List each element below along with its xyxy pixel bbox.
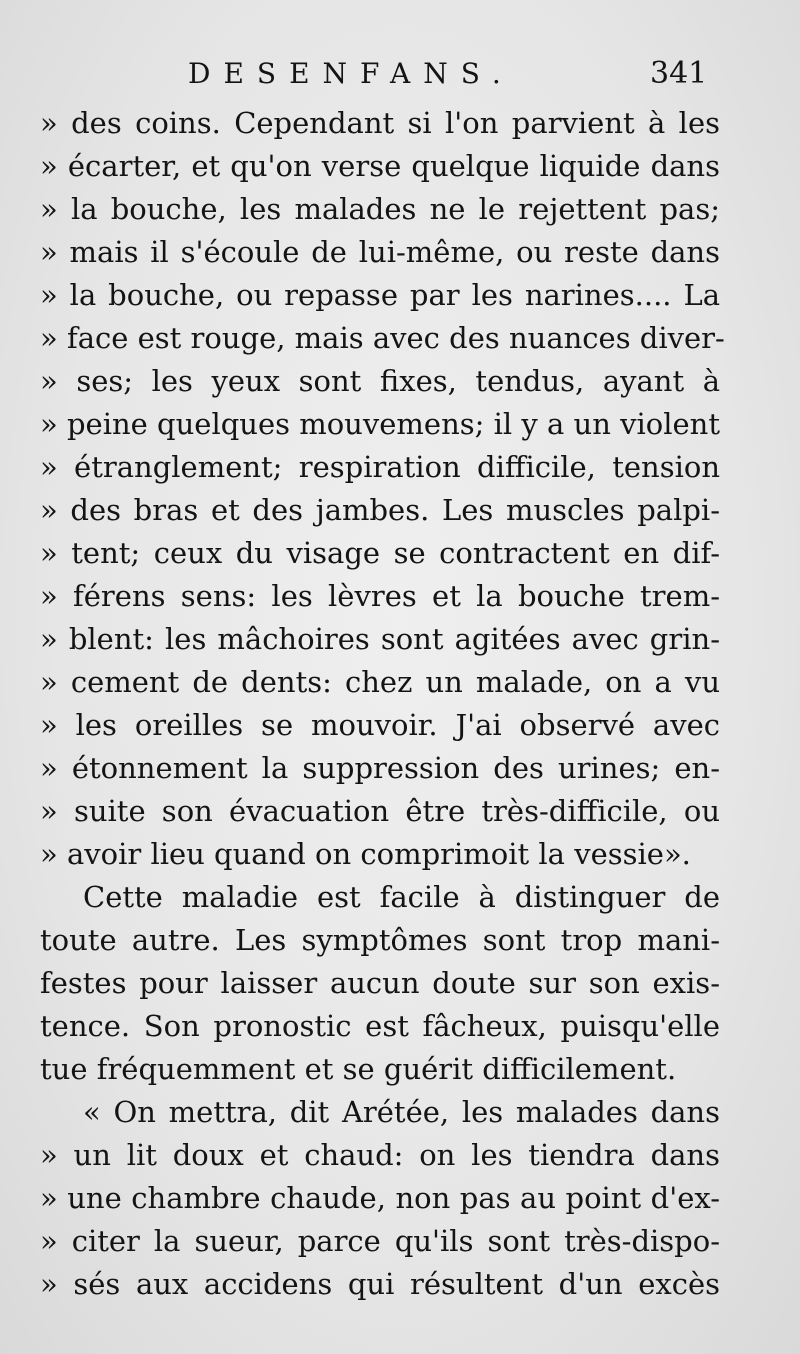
text-line: » avoir lieu quand on comprimoit la vessie». [40, 837, 691, 871]
body-text [40, 102, 725, 1306]
text-line: » peine quelques mouvemens; il y a un violent [40, 407, 720, 441]
text-line: tue fréquemment et se guérit difficilement. [40, 1052, 677, 1086]
text-line: tence. Son pronostic est fâcheux, puisqu'elle [40, 1009, 720, 1043]
text-line: » écarter, et qu'on verse quelque liquide dans [40, 149, 720, 183]
text-line: » férens sens: les lèvres et la bouche trem- [40, 579, 720, 613]
text-line: toute autre. Les symptômes sont trop mani- [40, 923, 720, 957]
text-line: » la bouche, ou repasse par les narines.... La [40, 278, 720, 312]
text-line: » ses; les yeux sont fixes, tendus, ayant à [40, 364, 720, 398]
text-line: » citer la sueur, parce qu'ils sont très-dispo- [40, 1224, 720, 1258]
running-head-title: DESENFANS. [188, 57, 514, 90]
text-line: » un lit doux et chaud: on les tiendra dans [40, 1138, 720, 1172]
text-line: » blent: les mâchoires sont agitées avec grin- [40, 622, 720, 656]
text-line: » suite son évacuation être très-difficile, ou [40, 794, 720, 828]
text-line: » mais il s'écoule de lui-même, ou reste dans [40, 235, 720, 269]
text-line: » étranglement; respiration difficile, tension [40, 450, 720, 484]
text-line: » des coins. Cependant si l'on parvient à les [40, 106, 720, 140]
text-line: » des bras et des jambes. Les muscles palpi- [40, 493, 720, 527]
paragraph-first-line: Cette maladie est facile à distinguer de [83, 880, 720, 914]
page-number: 341 [650, 56, 708, 91]
text-line: » la bouche, les malades ne le rejettent pas; [40, 192, 720, 226]
text-line: » face est rouge, mais avec des nuances diver- [40, 321, 725, 355]
text-line: » tent; ceux du visage se contractent en dif- [40, 536, 720, 570]
text-line: » étonnement la suppression des urines; en- [40, 751, 720, 785]
text-line: » une chambre chaude, non pas au point d'ex- [40, 1181, 720, 1215]
text-line: festes pour laisser aucun doute sur son exis- [40, 966, 720, 1000]
text-line: » les oreilles se mouvoir. J'ai observé avec [40, 708, 720, 742]
running-head [0, 52, 800, 96]
text-line: » cement de dents: chez un malade, on a vu [40, 665, 720, 699]
text-line: » sés aux accidens qui résultent d'un excès [40, 1267, 720, 1301]
paragraph-first-line: « On mettra, dit Arétée, les malades dans [83, 1095, 720, 1129]
